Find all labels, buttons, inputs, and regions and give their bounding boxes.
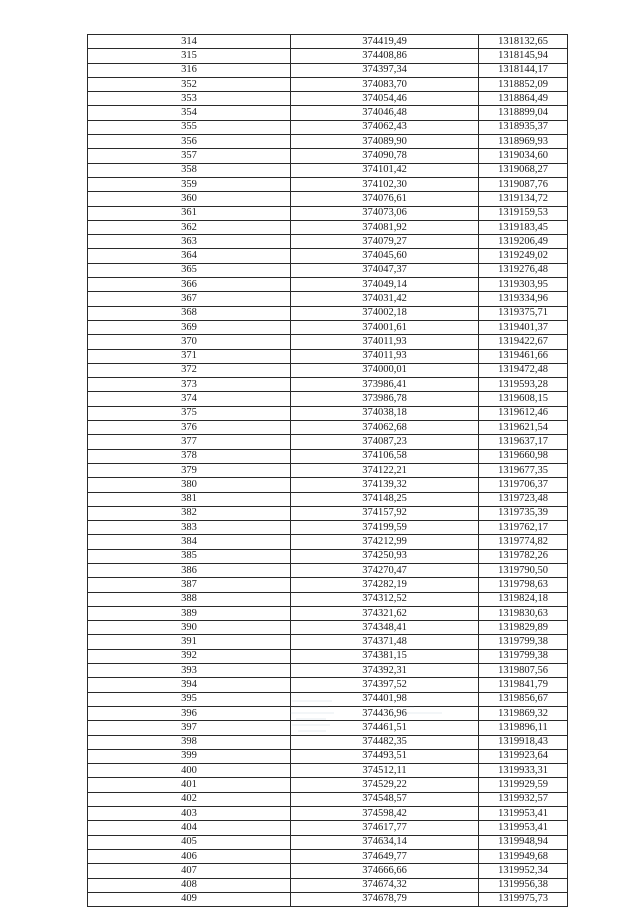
table-row bbox=[88, 592, 568, 606]
x-coordinate-cell: 374090,78 bbox=[291, 149, 479, 163]
table-row bbox=[88, 606, 568, 620]
y-coordinate-cell: 1319932,57 bbox=[479, 792, 568, 806]
point-number-cell: 368 bbox=[88, 306, 291, 320]
table-row bbox=[88, 821, 568, 835]
x-coordinate-cell: 374148,25 bbox=[291, 492, 479, 506]
y-coordinate-cell: 1319183,45 bbox=[479, 220, 568, 234]
table-row bbox=[88, 621, 568, 635]
table-row bbox=[88, 392, 568, 406]
table-row bbox=[88, 149, 568, 163]
point-number-cell: 353 bbox=[88, 92, 291, 106]
x-coordinate-cell: 374493,51 bbox=[291, 749, 479, 763]
y-coordinate-cell: 1319829,89 bbox=[479, 621, 568, 635]
x-coordinate-cell: 373986,41 bbox=[291, 378, 479, 392]
table-row bbox=[88, 749, 568, 763]
y-coordinate-cell: 1319034,60 bbox=[479, 149, 568, 163]
table-row bbox=[88, 649, 568, 663]
y-coordinate-cell: 1319953,41 bbox=[479, 807, 568, 821]
table-row bbox=[88, 563, 568, 577]
y-coordinate-cell: 1318899,04 bbox=[479, 106, 568, 120]
point-number-cell: 391 bbox=[88, 635, 291, 649]
point-number-cell: 373 bbox=[88, 378, 291, 392]
table-row bbox=[88, 35, 568, 49]
coordinates-table-body bbox=[88, 35, 568, 907]
x-coordinate-cell: 374199,59 bbox=[291, 521, 479, 535]
x-coordinate-cell: 374038,18 bbox=[291, 406, 479, 420]
y-coordinate-cell: 1318969,93 bbox=[479, 135, 568, 149]
x-coordinate-cell: 374089,90 bbox=[291, 135, 479, 149]
table-row bbox=[88, 378, 568, 392]
point-number-cell: 406 bbox=[88, 849, 291, 863]
point-number-cell: 384 bbox=[88, 535, 291, 549]
y-coordinate-cell: 1319276,48 bbox=[479, 263, 568, 277]
point-number-cell: 371 bbox=[88, 349, 291, 363]
x-coordinate-cell: 373986,78 bbox=[291, 392, 479, 406]
x-coordinate-cell: 374049,14 bbox=[291, 278, 479, 292]
point-number-cell: 369 bbox=[88, 320, 291, 334]
x-coordinate-cell: 374054,46 bbox=[291, 92, 479, 106]
point-number-cell: 364 bbox=[88, 249, 291, 263]
y-coordinate-cell: 1319975,73 bbox=[479, 892, 568, 906]
y-coordinate-cell: 1319621,54 bbox=[479, 421, 568, 435]
point-number-cell: 397 bbox=[88, 721, 291, 735]
x-coordinate-cell: 374270,47 bbox=[291, 563, 479, 577]
y-coordinate-cell: 1319799,38 bbox=[479, 649, 568, 663]
table-row bbox=[88, 692, 568, 706]
y-coordinate-cell: 1319334,96 bbox=[479, 292, 568, 306]
table-row bbox=[88, 721, 568, 735]
table-row bbox=[88, 106, 568, 120]
point-number-cell: 362 bbox=[88, 220, 291, 234]
y-coordinate-cell: 1319824,18 bbox=[479, 592, 568, 606]
table-row bbox=[88, 807, 568, 821]
table-row bbox=[88, 506, 568, 520]
point-number-cell: 408 bbox=[88, 878, 291, 892]
x-coordinate-cell: 374529,22 bbox=[291, 778, 479, 792]
table-row bbox=[88, 63, 568, 77]
y-coordinate-cell: 1319706,37 bbox=[479, 478, 568, 492]
x-coordinate-cell: 374598,42 bbox=[291, 807, 479, 821]
x-coordinate-cell: 374081,92 bbox=[291, 220, 479, 234]
point-number-cell: 352 bbox=[88, 77, 291, 91]
y-coordinate-cell: 1319956,38 bbox=[479, 878, 568, 892]
x-coordinate-cell: 374122,21 bbox=[291, 463, 479, 477]
point-number-cell: 378 bbox=[88, 449, 291, 463]
point-number-cell: 361 bbox=[88, 206, 291, 220]
point-number-cell: 401 bbox=[88, 778, 291, 792]
x-coordinate-cell: 374076,61 bbox=[291, 192, 479, 206]
point-number-cell: 380 bbox=[88, 478, 291, 492]
table-row bbox=[88, 421, 568, 435]
x-coordinate-cell: 374047,37 bbox=[291, 263, 479, 277]
y-coordinate-cell: 1319948,94 bbox=[479, 835, 568, 849]
x-coordinate-cell: 374102,30 bbox=[291, 177, 479, 191]
x-coordinate-cell: 374312,52 bbox=[291, 592, 479, 606]
x-coordinate-cell: 374062,68 bbox=[291, 421, 479, 435]
table-row bbox=[88, 335, 568, 349]
x-coordinate-cell: 374106,58 bbox=[291, 449, 479, 463]
y-coordinate-cell: 1319206,49 bbox=[479, 235, 568, 249]
y-coordinate-cell: 1319422,67 bbox=[479, 335, 568, 349]
x-coordinate-cell: 374666,66 bbox=[291, 864, 479, 878]
x-coordinate-cell: 374079,27 bbox=[291, 235, 479, 249]
table-row bbox=[88, 363, 568, 377]
y-coordinate-cell: 1318864,49 bbox=[479, 92, 568, 106]
y-coordinate-cell: 1319799,38 bbox=[479, 635, 568, 649]
x-coordinate-cell: 374087,23 bbox=[291, 435, 479, 449]
point-number-cell: 366 bbox=[88, 278, 291, 292]
point-number-cell: 355 bbox=[88, 120, 291, 134]
y-coordinate-cell: 1319798,63 bbox=[479, 578, 568, 592]
point-number-cell: 389 bbox=[88, 606, 291, 620]
table-row bbox=[88, 449, 568, 463]
table-row bbox=[88, 235, 568, 249]
table-row bbox=[88, 206, 568, 220]
y-coordinate-cell: 1319841,79 bbox=[479, 678, 568, 692]
x-coordinate-cell: 374101,42 bbox=[291, 163, 479, 177]
point-number-cell: 379 bbox=[88, 463, 291, 477]
y-coordinate-cell: 1319774,82 bbox=[479, 535, 568, 549]
y-coordinate-cell: 1319807,56 bbox=[479, 664, 568, 678]
table-row bbox=[88, 764, 568, 778]
x-coordinate-cell: 374401,98 bbox=[291, 692, 479, 706]
x-coordinate-cell: 374348,41 bbox=[291, 621, 479, 635]
x-coordinate-cell: 374011,93 bbox=[291, 349, 479, 363]
table-row bbox=[88, 735, 568, 749]
y-coordinate-cell: 1319856,67 bbox=[479, 692, 568, 706]
x-coordinate-cell: 374649,77 bbox=[291, 849, 479, 863]
point-number-cell: 315 bbox=[88, 49, 291, 63]
y-coordinate-cell: 1319134,72 bbox=[479, 192, 568, 206]
y-coordinate-cell: 1319087,76 bbox=[479, 177, 568, 191]
y-coordinate-cell: 1319949,68 bbox=[479, 849, 568, 863]
point-number-cell: 402 bbox=[88, 792, 291, 806]
table-row bbox=[88, 163, 568, 177]
point-number-cell: 395 bbox=[88, 692, 291, 706]
table-row bbox=[88, 435, 568, 449]
point-number-cell: 387 bbox=[88, 578, 291, 592]
table-row bbox=[88, 49, 568, 63]
y-coordinate-cell: 1319869,32 bbox=[479, 706, 568, 720]
point-number-cell: 370 bbox=[88, 335, 291, 349]
table-row bbox=[88, 120, 568, 134]
y-coordinate-cell: 1319612,46 bbox=[479, 406, 568, 420]
y-coordinate-cell: 1319472,48 bbox=[479, 363, 568, 377]
point-number-cell: 388 bbox=[88, 592, 291, 606]
x-coordinate-cell: 374634,14 bbox=[291, 835, 479, 849]
point-number-cell: 400 bbox=[88, 764, 291, 778]
point-number-cell: 314 bbox=[88, 35, 291, 49]
table-row bbox=[88, 549, 568, 563]
point-number-cell: 393 bbox=[88, 664, 291, 678]
x-coordinate-cell: 374062,43 bbox=[291, 120, 479, 134]
point-number-cell: 405 bbox=[88, 835, 291, 849]
y-coordinate-cell: 1319159,53 bbox=[479, 206, 568, 220]
x-coordinate-cell: 374282,19 bbox=[291, 578, 479, 592]
point-number-cell: 382 bbox=[88, 506, 291, 520]
table-row bbox=[88, 320, 568, 334]
point-number-cell: 359 bbox=[88, 177, 291, 191]
point-number-cell: 375 bbox=[88, 406, 291, 420]
x-coordinate-cell: 374408,86 bbox=[291, 49, 479, 63]
point-number-cell: 377 bbox=[88, 435, 291, 449]
point-number-cell: 390 bbox=[88, 621, 291, 635]
point-number-cell: 358 bbox=[88, 163, 291, 177]
table-row bbox=[88, 892, 568, 906]
y-coordinate-cell: 1319375,71 bbox=[479, 306, 568, 320]
table-row bbox=[88, 463, 568, 477]
table-row bbox=[88, 864, 568, 878]
point-number-cell: 367 bbox=[88, 292, 291, 306]
x-coordinate-cell: 374548,57 bbox=[291, 792, 479, 806]
y-coordinate-cell: 1319637,17 bbox=[479, 435, 568, 449]
point-number-cell: 363 bbox=[88, 235, 291, 249]
y-coordinate-cell: 1319249,02 bbox=[479, 249, 568, 263]
y-coordinate-cell: 1319660,98 bbox=[479, 449, 568, 463]
point-number-cell: 409 bbox=[88, 892, 291, 906]
point-number-cell: 396 bbox=[88, 706, 291, 720]
y-coordinate-cell: 1319762,17 bbox=[479, 521, 568, 535]
x-coordinate-cell: 374397,52 bbox=[291, 678, 479, 692]
table-row bbox=[88, 521, 568, 535]
table-row bbox=[88, 92, 568, 106]
table-row bbox=[88, 292, 568, 306]
point-number-cell: 403 bbox=[88, 807, 291, 821]
y-coordinate-cell: 1319303,95 bbox=[479, 278, 568, 292]
point-number-cell: 365 bbox=[88, 263, 291, 277]
table-row bbox=[88, 778, 568, 792]
x-coordinate-cell: 374617,77 bbox=[291, 821, 479, 835]
table-row bbox=[88, 578, 568, 592]
x-coordinate-cell: 374461,51 bbox=[291, 721, 479, 735]
y-coordinate-cell: 1319723,48 bbox=[479, 492, 568, 506]
table-row bbox=[88, 478, 568, 492]
table-row bbox=[88, 77, 568, 91]
table-row bbox=[88, 135, 568, 149]
point-number-cell: 374 bbox=[88, 392, 291, 406]
y-coordinate-cell: 1319608,15 bbox=[479, 392, 568, 406]
table-row bbox=[88, 306, 568, 320]
y-coordinate-cell: 1318144,17 bbox=[479, 63, 568, 77]
y-coordinate-cell: 1319735,39 bbox=[479, 506, 568, 520]
x-coordinate-cell: 374250,93 bbox=[291, 549, 479, 563]
y-coordinate-cell: 1319923,64 bbox=[479, 749, 568, 763]
point-number-cell: 383 bbox=[88, 521, 291, 535]
y-coordinate-cell: 1319933,31 bbox=[479, 764, 568, 778]
table-row bbox=[88, 792, 568, 806]
point-number-cell: 354 bbox=[88, 106, 291, 120]
y-coordinate-cell: 1319068,27 bbox=[479, 163, 568, 177]
x-coordinate-cell: 374002,18 bbox=[291, 306, 479, 320]
x-coordinate-cell: 374392,31 bbox=[291, 664, 479, 678]
x-coordinate-cell: 374011,93 bbox=[291, 335, 479, 349]
point-number-cell: 404 bbox=[88, 821, 291, 835]
x-coordinate-cell: 374073,06 bbox=[291, 206, 479, 220]
x-coordinate-cell: 374321,62 bbox=[291, 606, 479, 620]
point-number-cell: 372 bbox=[88, 363, 291, 377]
y-coordinate-cell: 1319896,11 bbox=[479, 721, 568, 735]
x-coordinate-cell: 374397,34 bbox=[291, 63, 479, 77]
table-row bbox=[88, 835, 568, 849]
y-coordinate-cell: 1318132,65 bbox=[479, 35, 568, 49]
y-coordinate-cell: 1318935,37 bbox=[479, 120, 568, 134]
point-number-cell: 381 bbox=[88, 492, 291, 506]
table-row bbox=[88, 878, 568, 892]
point-number-cell: 407 bbox=[88, 864, 291, 878]
x-coordinate-cell: 374212,99 bbox=[291, 535, 479, 549]
y-coordinate-cell: 1319461,66 bbox=[479, 349, 568, 363]
y-coordinate-cell: 1319929,59 bbox=[479, 778, 568, 792]
x-coordinate-cell: 374482,35 bbox=[291, 735, 479, 749]
y-coordinate-cell: 1319952,34 bbox=[479, 864, 568, 878]
x-coordinate-cell: 374139,32 bbox=[291, 478, 479, 492]
table-row bbox=[88, 678, 568, 692]
x-coordinate-cell: 374674,32 bbox=[291, 878, 479, 892]
point-number-cell: 360 bbox=[88, 192, 291, 206]
point-number-cell: 392 bbox=[88, 649, 291, 663]
y-coordinate-cell: 1319953,41 bbox=[479, 821, 568, 835]
x-coordinate-cell: 374000,01 bbox=[291, 363, 479, 377]
table-row bbox=[88, 263, 568, 277]
x-coordinate-cell: 374678,79 bbox=[291, 892, 479, 906]
table-row bbox=[88, 192, 568, 206]
point-number-cell: 398 bbox=[88, 735, 291, 749]
y-coordinate-cell: 1318852,09 bbox=[479, 77, 568, 91]
x-coordinate-cell: 374045,60 bbox=[291, 249, 479, 263]
x-coordinate-cell: 374371,48 bbox=[291, 635, 479, 649]
point-number-cell: 399 bbox=[88, 749, 291, 763]
point-number-cell: 394 bbox=[88, 678, 291, 692]
table-row bbox=[88, 249, 568, 263]
point-number-cell: 386 bbox=[88, 563, 291, 577]
x-coordinate-cell: 374381,15 bbox=[291, 649, 479, 663]
table-row bbox=[88, 706, 568, 720]
x-coordinate-cell: 374001,61 bbox=[291, 320, 479, 334]
x-coordinate-cell: 374512,11 bbox=[291, 764, 479, 778]
x-coordinate-cell: 374419,49 bbox=[291, 35, 479, 49]
y-coordinate-cell: 1319790,50 bbox=[479, 563, 568, 577]
table-row bbox=[88, 278, 568, 292]
table-row bbox=[88, 349, 568, 363]
y-coordinate-cell: 1318145,94 bbox=[479, 49, 568, 63]
y-coordinate-cell: 1319401,37 bbox=[479, 320, 568, 334]
point-number-cell: 316 bbox=[88, 63, 291, 77]
point-number-cell: 385 bbox=[88, 549, 291, 563]
x-coordinate-cell: 374083,70 bbox=[291, 77, 479, 91]
point-number-cell: 356 bbox=[88, 135, 291, 149]
coordinates-table bbox=[87, 34, 568, 907]
table-row bbox=[88, 177, 568, 191]
table-row bbox=[88, 220, 568, 234]
y-coordinate-cell: 1319918,43 bbox=[479, 735, 568, 749]
table-row bbox=[88, 535, 568, 549]
table-row bbox=[88, 849, 568, 863]
y-coordinate-cell: 1319593,28 bbox=[479, 378, 568, 392]
x-coordinate-cell: 374031,42 bbox=[291, 292, 479, 306]
x-coordinate-cell: 374436,96 bbox=[291, 706, 479, 720]
table-row bbox=[88, 664, 568, 678]
y-coordinate-cell: 1319677,35 bbox=[479, 463, 568, 477]
table-row bbox=[88, 406, 568, 420]
point-number-cell: 376 bbox=[88, 421, 291, 435]
x-coordinate-cell: 374046,48 bbox=[291, 106, 479, 120]
y-coordinate-cell: 1319782,26 bbox=[479, 549, 568, 563]
y-coordinate-cell: 1319830,63 bbox=[479, 606, 568, 620]
x-coordinate-cell: 374157,92 bbox=[291, 506, 479, 520]
point-number-cell: 357 bbox=[88, 149, 291, 163]
table-row bbox=[88, 635, 568, 649]
table-row bbox=[88, 492, 568, 506]
